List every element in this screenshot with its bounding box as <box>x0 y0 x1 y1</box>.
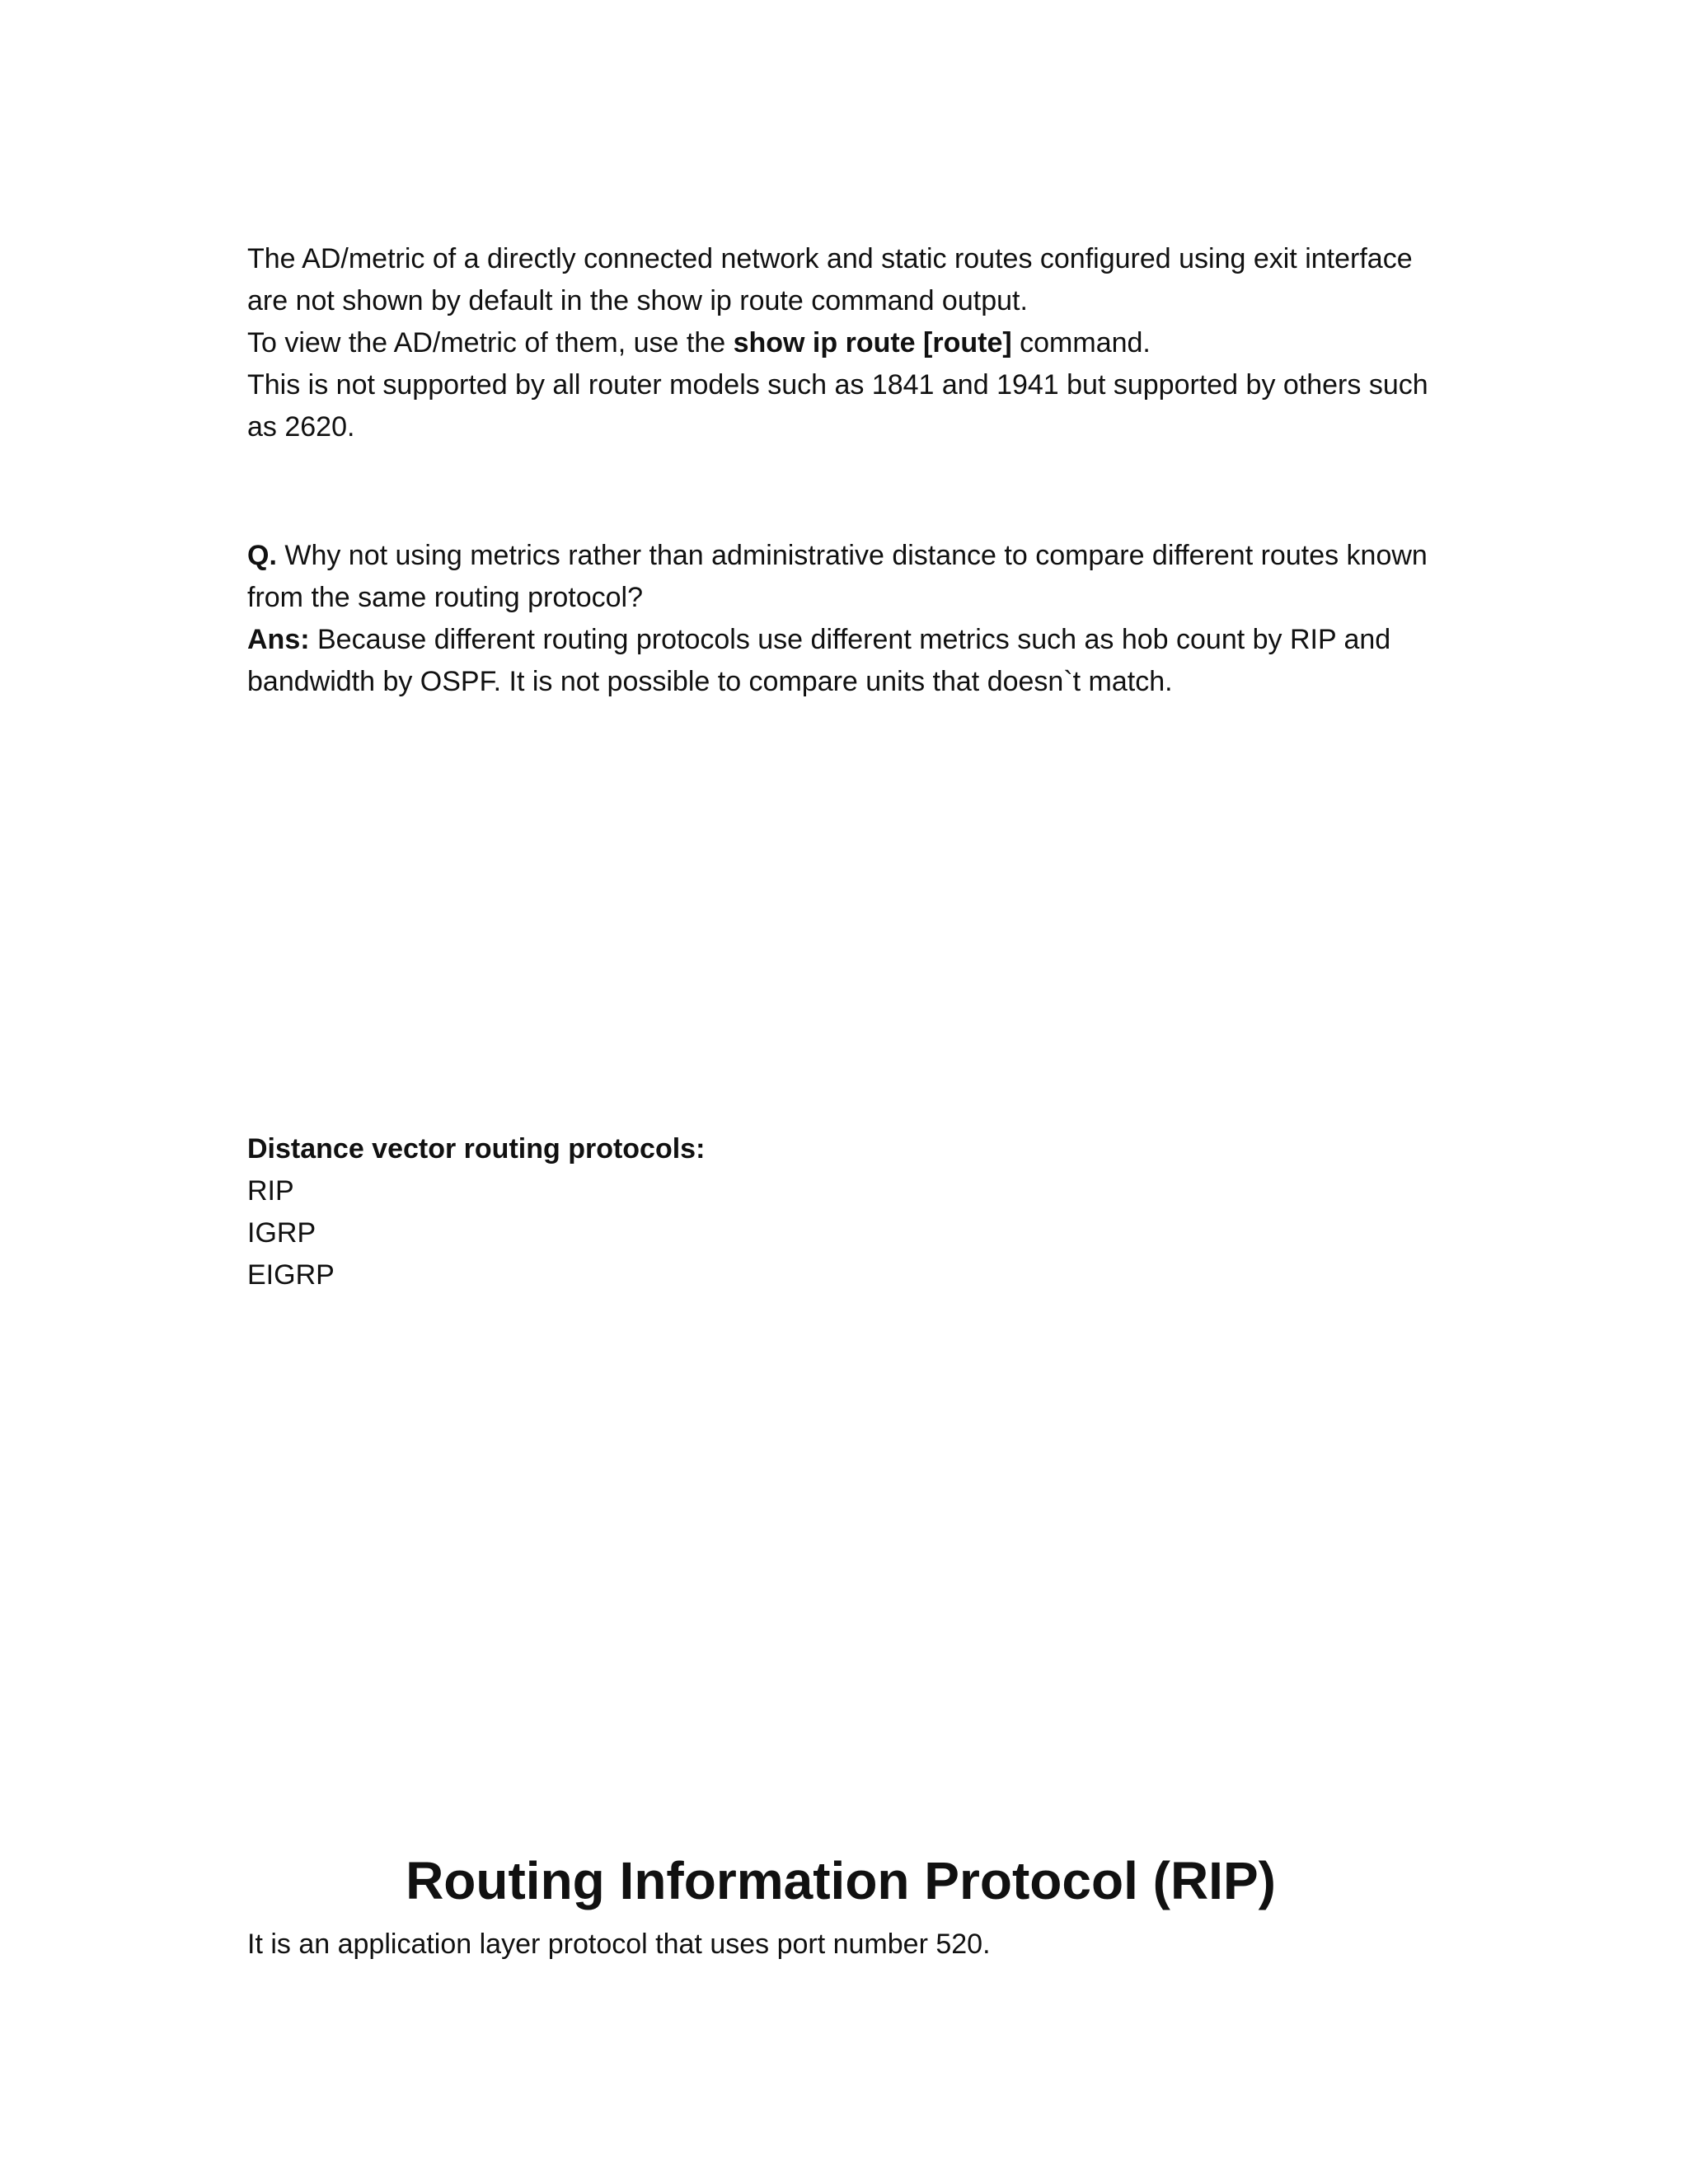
intro-paragraph-2-lead: To view the AD/metric of them, use the <box>247 327 734 359</box>
list-item: IGRP <box>247 1217 316 1249</box>
answer-label: Ans: <box>247 624 310 655</box>
question-text: Why not using metrics rather than administrative distance to compare different routes known from the same routing protocol? <box>247 540 1428 613</box>
intro-paragraph-2 <box>247 322 1459 364</box>
qa-section <box>247 535 1459 703</box>
list-item: RIP <box>247 1175 294 1207</box>
question <box>247 535 1459 619</box>
intro-paragraph-1: The AD/metric of a directly connected network and static routes configured using exit interface are not shown by default in the show ip route command output. <box>247 243 1413 316</box>
answer <box>247 619 1459 703</box>
rip-intro-text: It is an application layer protocol that uses port number 520. <box>247 1929 991 1960</box>
intro-section <box>247 238 1459 448</box>
question-label: Q. <box>247 540 277 571</box>
distance-vector-heading: Distance vector routing protocols: <box>247 1133 706 1165</box>
answer-text: Because different routing protocols use different metrics such as hob count by RIP and bandwidth by OSPF. It is not possible to compare units that doesn`t match. <box>247 624 1391 697</box>
distance-vector-section <box>247 1128 1459 1296</box>
command-text: show ip route [route] <box>733 327 1012 359</box>
rip-intro-section <box>247 1924 1459 1966</box>
intro-paragraph-2-tail: command. <box>1011 327 1151 359</box>
list-item: EIGRP <box>247 1259 335 1291</box>
intro-paragraph-3: This is not supported by all router models such as 1841 and 1941 but supported by others such as 2620. <box>247 369 1428 443</box>
section-title: Routing Information Protocol (RIP) <box>406 1851 1276 1910</box>
